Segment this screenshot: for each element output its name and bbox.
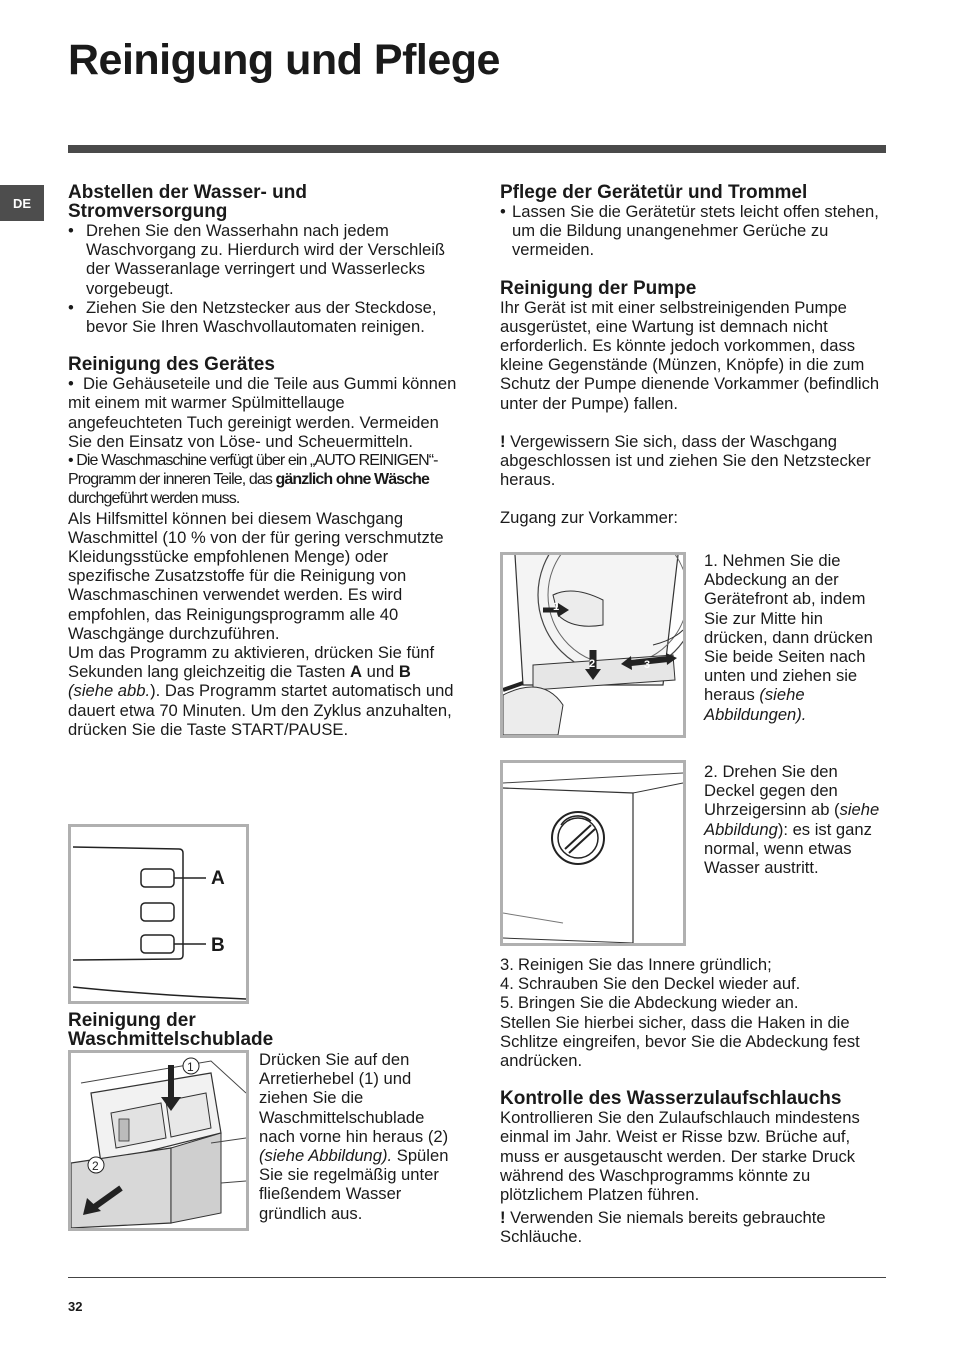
warning: ! Verwenden Sie niemals bereits gebrauchte Schläuche. [500, 1208, 826, 1247]
paragraph: Um das Programm zu aktivieren, drücken Sie fünf Sekunden lang gleichzeitig die Tasten A und B (siehe abb.). Das Programm startet automatisch und dauert etwa 70 Minuten. Um den Zyklus anzuhalten, drücken Sie die Taste START/PAUSE. [68, 643, 454, 739]
heading-door-drum: Pflege der Gerätetür und Trommel [500, 182, 808, 203]
step-1-text: 1. Nehmen Sie die Abdeckung an der Gerätefront ab, indem Sie zur Mitte hin drücken, dann drücken Sie beide Seiten nach unten und ziehen sie heraus (siehe Abbildungen). [704, 551, 873, 724]
access-label: Zugang zur Vorkammer: [500, 508, 678, 528]
paragraph: Kontrollieren Sie den Zulaufschlauch mindestens einmal im Jahr. Weist er Risse bzw. Brüche auf, muss er ausgetauscht werden. Der starke Druck während des Waschprogramms könnte zu plötzlichem Platzen führen. [500, 1108, 860, 1205]
list-item: • Lassen Sie die Gerätetür stets leicht offen stehen, um die Bildung unangenehmer Gerüche zu vermeiden. [500, 202, 879, 260]
buttons-ab-figure [68, 824, 249, 1004]
step-number-2: 2 [92, 1159, 99, 1173]
detergent-drawer-figure [68, 1050, 249, 1231]
page-title: Reinigung und Pflege [68, 36, 500, 84]
list-item: 3. Reinigen Sie das Innere gründlich; [500, 955, 772, 974]
step-number-2: 2 [589, 658, 596, 670]
paragraph: Als Hilfsmittel können bei diesem Waschgang Waschmittel (10 % von der für gering verschmutzte Kleidungsstücke empfohlenen Menge) oder spezifische Zusatzstoffe für die Reinigung von Waschmaschinen verwendet werden. Es wird empfohlen, das Reinigungsprogramm alle 40 Waschgänge durchzuführen. [68, 508, 444, 643]
paragraph: • Die Gehäuseteile und die Teile aus Gummi können mit einem mit warmer Spülmittellauge angefeuchteten Tuch gereinigt werden. Vermeiden Sie den Einsatz von Löse- und Scheuermitteln. [68, 374, 457, 451]
list-item: 4. Schrauben Sie den Deckel wieder auf. [500, 974, 801, 994]
paragraph: Ihr Gerät ist mit einer selbstreinigenden Pumpe ausgerüstet, eine Wartung ist demnach nicht erforderlich. Es könnte jedoch vorkommen, dass kleine Gegenstände (Münzen, Knöpfe) in die zum Schutz der Pumpe dienende Vorkammer (befindlich unter der Pumpe) fallen. [500, 297, 880, 413]
title-rule [68, 145, 886, 153]
pump-cover-figure [500, 552, 686, 738]
language-tab: DE [0, 185, 44, 221]
step-number-1: 1 [553, 601, 560, 613]
list-item: • Ziehen Sie den Netzstecker aus der Steckdose, bevor Sie Ihren Waschvollautomaten reinigen. [68, 297, 437, 337]
auto-clean-note: • Die Waschmaschine verfügt über ein „AUTO REINIGEN“-Programm der inneren Teile, das gänzlich ohne Wäsche durchgeführt werden muss. [68, 452, 438, 508]
label-b: B [211, 935, 225, 956]
list-item: • Drehen Sie den Wasserhahn nach jedem Waschvorgang zu. Hierdurch wird der Verschleiß der Wasseranlage verringert und Wasserlecks vorgebeugt. [68, 221, 446, 298]
drawer-instructions: Drücken Sie auf den Arretierhebel (1) und ziehen Sie die Waschmittelschublade nach vorne hin heraus (2) (siehe Abbildung). Spülen Sie sie regelmäßig unter fließendem Wasser gründlich aus. [259, 1050, 449, 1223]
page-number: 32 [68, 1299, 83, 1314]
right-column [500, 183, 890, 528]
pump-steps-continued [500, 955, 890, 1247]
left-column [68, 183, 460, 739]
step-number-3: 3 [644, 659, 651, 671]
warning: ! Vergewissern Sie sich, dass der Waschgang abgeschlossen ist und ziehen Sie den Netzstecker heraus. [500, 431, 871, 490]
step-number-1: 1 [187, 1060, 194, 1074]
heading-hose-check: Kontrolle des Wasserzulaufschlauchs [500, 1088, 842, 1110]
heading-supply: Abstellen der Wasser- und Stromversorgung [68, 182, 307, 222]
list-item: 5. Bringen Sie die Abdeckung wieder an. [500, 993, 799, 1013]
heading-pump-cleaning: Reinigung der Pumpe [500, 277, 697, 299]
heading-device-cleaning: Reinigung des Gerätes [68, 354, 275, 376]
step-2-text: 2. Drehen Sie den Deckel gegen den Uhrzeigersinn ab (siehe Abbildung): es ist ganz normal, wenn etwas Wasser austritt. [704, 762, 880, 878]
pump-lid-figure [500, 760, 686, 946]
footer-rule [68, 1277, 886, 1278]
label-a: A [211, 868, 225, 889]
paragraph: Stellen Sie hierbei sicher, dass die Haken in die Schlitze eingreifen, bevor Sie die Abdeckung fest andrücken. [500, 1012, 860, 1071]
heading-detergent-drawer: Reinigung der Waschmittelschublade [68, 1010, 274, 1050]
